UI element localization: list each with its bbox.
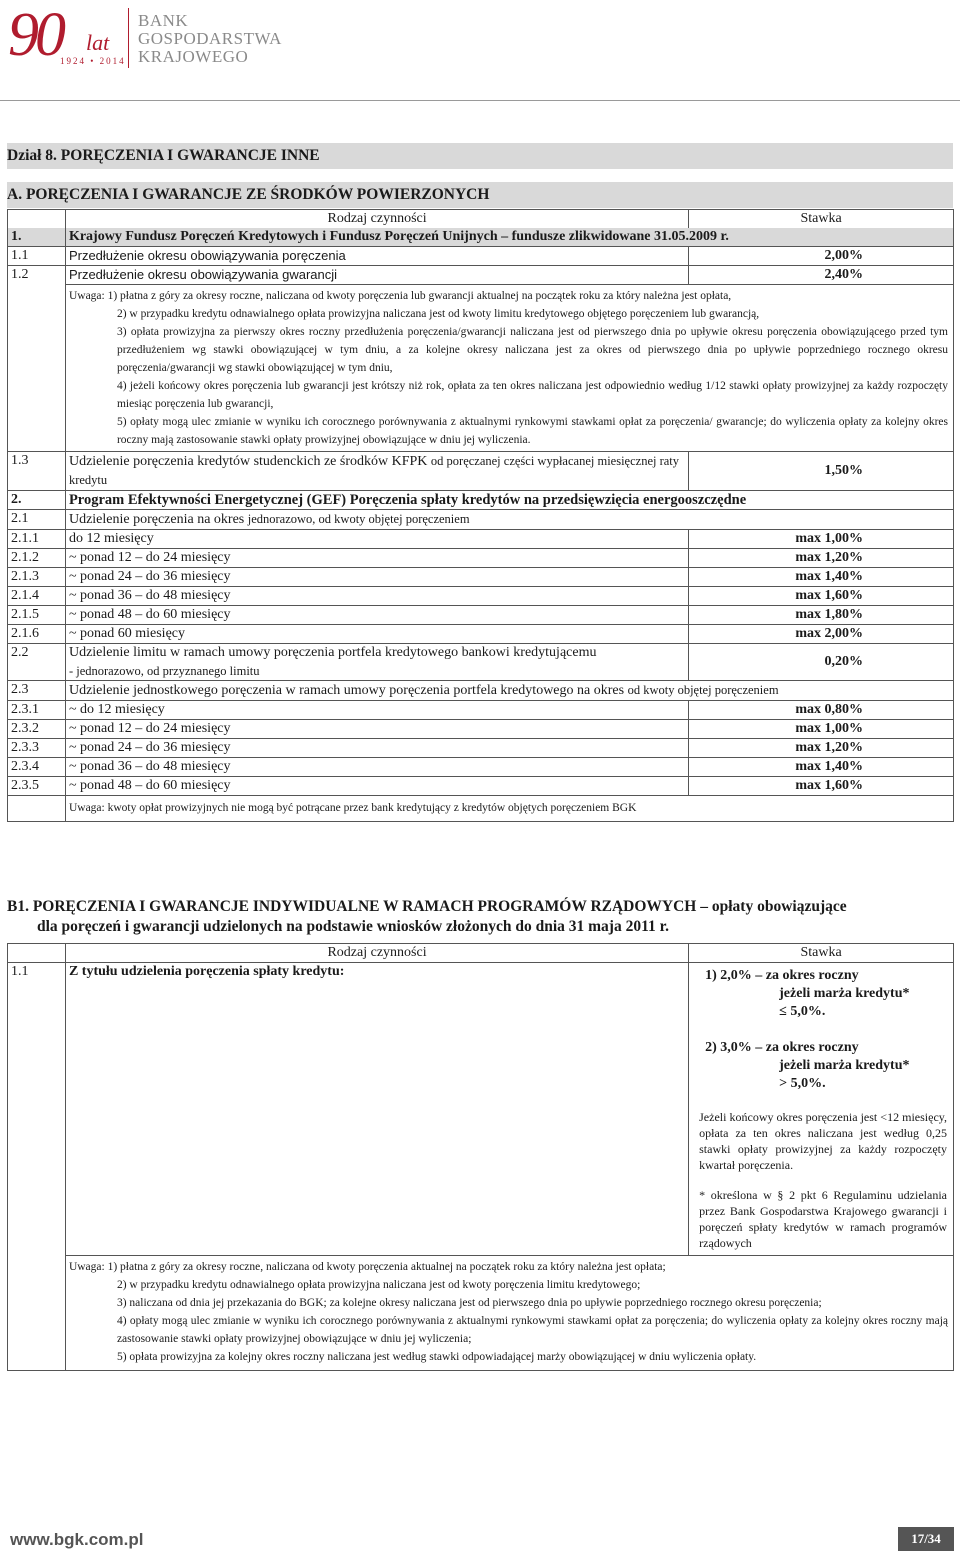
header-divider [0,100,960,101]
note-2: Uwaga: kwoty opłat prowizyjnych nie mogą być potrącane przez bank kredytujący z kredytów objętych poręczeniem BGK [65,796,953,822]
logo-lat: lat [86,30,110,55]
row-text: ~ ponad 12 – do 24 miesięcy [65,720,688,739]
row-rate: 2,40% [689,266,954,285]
row-text: ~ ponad 60 miesięcy [65,625,688,644]
rate-note-1: Jeżeli końcowy okres poręczenia jest <12 miesięcy, opłata za ten okres naliczana jest według 0,25 stawki opłaty prowizyjnej za każdy rozpoczęty kwartał poręczenia. [699,1110,947,1172]
logo-90: 90 [8,1,62,69]
header-rodzaj: Rodzaj czynności [65,210,688,229]
row-text: Przedłużenie okresu obowiązywania gwarancji [65,266,688,285]
row-text-sub: od poręczanej części wypłacanej miesięcznej raty kredytu [68,454,680,487]
logo-bank-line3: KRAJOWEGO [138,47,249,66]
note-line: Uwaga: 1) płatna z góry za okresy roczne, naliczana od kwoty poręczenia lub gwarancji aktualnej na początek roku za który należna jest opłata, [68,290,732,302]
row-text: Program Efektywności Energetycznej (GEF) Poręczenia spłaty kredytów na przedsięwzięcia energooszczędne [65,491,953,510]
row-num: 1. [8,228,66,247]
table-row [8,625,954,644]
row-text-main: Udzielenie jednostkowego poręczenia w ramach umowy poręczenia portfela kredytowego na okres [68,683,625,698]
table-header [8,210,954,229]
row-text: ~ ponad 36 – do 48 miesięcy [65,587,688,606]
note-line: 2) w przypadku kredytu odnawialnego opłata prowizyjna naliczana jest od kwoty limitu kredytowego objętego poręczeniem lub gwarancją, [116,308,760,320]
table-row [8,228,954,247]
table-row [8,530,954,549]
row-rate: max 1,20% [689,549,954,568]
table-row [8,491,954,510]
row-num: 2.3.1 [8,701,66,720]
logo-bank-line2: GOSPODARSTWA [138,29,282,48]
note-line: 4) jeżeli końcowy okres poręczenia lub gwarancji jest krótszy niż rok, opłata za ten okres naliczana jest odpowiednio według 1/12 stawki opłaty prowizyjnej za każdy rozpoczęty miesiąc poręczenia lub gwarancji, [116,380,948,410]
note-row [8,285,954,452]
row-text: ~ ponad 24 – do 36 miesięcy [65,739,688,758]
note-row [8,1256,954,1371]
bgk-90-years-logo [8,1,308,76]
note-line: 3) opłata prowizyjna za pierwszy okres roczny przedłużenia poręczenia/gwarancji naliczana jest od pierwszego dnia po upływie okresu poręczenia obowiązującego przed tym przedłużeniem wg stawki obowiązującej w tym dniu, a za kolejne okresy naliczana jest za okres od pierwszego dnia po upływie poprzedniego rocznego okresu poręczenia/gwarancji wg stawki obowiązującej w tym dniu, [116,326,948,374]
row-rate: max 2,00% [689,625,954,644]
row-text: ~ do 12 miesięcy [65,701,688,720]
header-stawka: Stawka [689,944,954,963]
row-num: 2.1.4 [8,587,66,606]
row-rate: max 1,00% [689,720,954,739]
part-b1-title-line1: B1. PORĘCZENIA I GWARANCJE INDYWIDUALNE W RAMACH PROGRAMÓW RZĄDOWYCH – opłaty obowiązujące [7,898,847,915]
row-num: 2. [8,491,66,510]
row-text-main: Udzielenie poręczenia na okres [68,512,245,527]
row-num: 2.1.5 [8,606,66,625]
page-number: 17/34 [898,1527,954,1551]
row-num: 2.1.6 [8,625,66,644]
row-text: ~ ponad 48 – do 60 miesięcy [65,606,688,625]
header-rodzaj: Rodzaj czynności [65,944,688,963]
table-row [8,587,954,606]
row-text [65,644,688,681]
logo-divider [128,8,129,68]
rate-cell [689,963,954,1256]
table-row [8,777,954,796]
note-1 [65,285,953,452]
row-rate: max 1,40% [689,568,954,587]
row-text [65,681,953,701]
row-text [65,452,688,491]
table-row [8,606,954,625]
row-num: 1.3 [8,452,66,491]
row-rate: max 1,40% [689,758,954,777]
row-text: Z tytułu udzielenia poręczenia spłaty kredytu: [65,963,688,1256]
logo-bank-name [138,12,282,66]
row-num: 2.3.3 [8,739,66,758]
note-b1 [65,1256,953,1371]
table-row [8,452,954,491]
rate-line: > 5,0%. [779,1076,826,1091]
row-rate: 1,50% [689,452,954,491]
row-num: 1.1 [8,247,66,266]
logo-years: 1924 • 2014 [60,56,126,66]
note-row [8,796,954,822]
row-text: ~ ponad 24 – do 36 miesięcy [65,568,688,587]
rate-line: jeżeli marża kredytu* [779,986,910,1001]
note-line: 3) naliczana od dnia jej przekazania do BGK; za kolejne okresy naliczana jest od pierwszego dnia po upływie poprzedniego rocznego okresu poręczenia; [116,1297,822,1309]
row-rate: max 1,60% [689,777,954,796]
row-num: 2.3.4 [8,758,66,777]
table-row [8,701,954,720]
table-row [8,549,954,568]
footer-url[interactable]: www.bgk.com.pl [10,1530,144,1549]
row-rate: max 1,00% [689,530,954,549]
table-row [8,681,954,701]
part-b1-title-line2: dla poręczeń i gwarancji udzielonych na podstawie wniosków złożonych do dnia 31 maja 2011 r. [37,918,669,935]
row-rate: 2,00% [689,247,954,266]
part-b1-title [7,897,847,937]
row-num: 2.1.2 [8,549,66,568]
table-row [8,568,954,587]
row-rate: max 1,80% [689,606,954,625]
logo-bank-line1: BANK [138,11,189,30]
table-part-a [7,209,954,822]
table-row [8,510,954,530]
rate-line: 2) 3,0% – za okres roczny [705,1040,859,1055]
table-header [8,944,954,963]
table-row [8,720,954,739]
row-text: ~ ponad 36 – do 48 miesięcy [65,758,688,777]
row-num: 2.3.5 [8,777,66,796]
row-rate: 0,20% [689,644,954,681]
row-num: 2.3.2 [8,720,66,739]
row-num: 1.1 [8,963,66,1256]
table-row [8,739,954,758]
note-line: 5) opłata prowizyjna za kolejny okres roczny naliczana jest według stawki odpowiadającej marży obowiązującej w dniu wyliczenia opłaty. [116,1351,757,1363]
row-text-sub: od kwoty objętej poręczeniem [627,683,779,697]
row-rate: max 1,20% [689,739,954,758]
row-text: do 12 miesięcy [65,530,688,549]
part-a-title [7,182,953,208]
table-row [8,644,954,681]
note-line: 5) opłaty mogą ulec zmianie w wyniku ich corocznego porównywania z aktualnymi rynkowymi stawkami opłat za poręczenia/ gwarancje; do wyliczenia opłaty za kolejny okres roczny mają zastosowanie stawki opłaty prowizyjnej obowiązujące w dniu jej wyliczenia. [116,416,948,446]
row-text: Przedłużenie okresu obowiązywania poręczenia [65,247,688,266]
header-stawka: Stawka [689,210,954,229]
row-rate: max 0,80% [689,701,954,720]
rate-option-1 [699,967,947,1021]
rate-note-2: * określona w § 2 pkt 6 Regulaminu udzielania przez Bank Gospodarstwa Krajowego gwarancji i poręczeń spłaty kredytów w ramach programów rządowych [699,1188,947,1250]
row-text [65,510,953,530]
row-num: 2.1 [8,510,66,530]
rate-line: ≤ 5,0%. [779,1004,826,1019]
note-line: Uwaga: 1) płatna z góry za okresy roczne, naliczana od kwoty poręczenia aktualnej na początek roku za który należna jest opłata; [68,1261,666,1273]
row-rate: max 1,60% [689,587,954,606]
section-title [7,143,953,169]
rate-option-2 [699,1039,947,1093]
row-num: 2.1.3 [8,568,66,587]
row-num: 2.1.1 [8,530,66,549]
row-text: ~ ponad 12 – do 24 miesięcy [65,549,688,568]
table-row [8,758,954,777]
row-text: ~ ponad 48 – do 60 miesięcy [65,777,688,796]
table-row [8,247,954,266]
row-text-main: Udzielenie limitu w ramach umowy poręczenia portfela kredytowego bankowi kredytującemu [68,645,597,660]
part-a-title-text: A. PORĘCZENIA I GWARANCJE ZE ŚRODKÓW POWIERZONYCH [7,186,490,203]
row-text: Krajowy Fundusz Poręczeń Kredytowych i Fundusz Poręczeń Unijnych – fundusze zlikwidowane 31.05.2009 r. [65,228,953,247]
row-text-sub: - jednorazowo, od przyznanego limitu [68,664,260,678]
row-text-sub: jednorazowo, od kwoty objętej poręczeniem [247,512,470,526]
row-text-main: Udzielenie poręczenia kredytów studenckich ze środków KFPK [68,454,428,469]
row-num: 1.2 [8,266,66,285]
note-line: 2) w przypadku kredytu odnawialnego opłata prowizyjna naliczana jest od kwoty poręczenia limitu kredytowego; [116,1279,641,1291]
rate-line: jeżeli marża kredytu* [779,1058,910,1073]
note-line: 4) opłaty mogą ulec zmianie w wyniku ich corocznego porównywania z aktualnymi rynkowymi stawkami opłat za poręczenia; do wyliczenia opłaty za kolejny okres roczny mają zastosowanie stawki opłaty prowizyjnej obowiązujące w dniu jej wyliczenia; [116,1315,948,1345]
table-row [8,266,954,285]
row-num: 2.3 [8,681,66,701]
section-title-text: Dział 8. PORĘCZENIA I GWARANCJE INNE [7,147,320,164]
row-num: 2.2 [8,644,66,681]
table-part-b1 [7,943,954,1371]
rate-line: 1) 2,0% – za okres roczny [705,968,859,983]
table-row [8,963,954,1256]
